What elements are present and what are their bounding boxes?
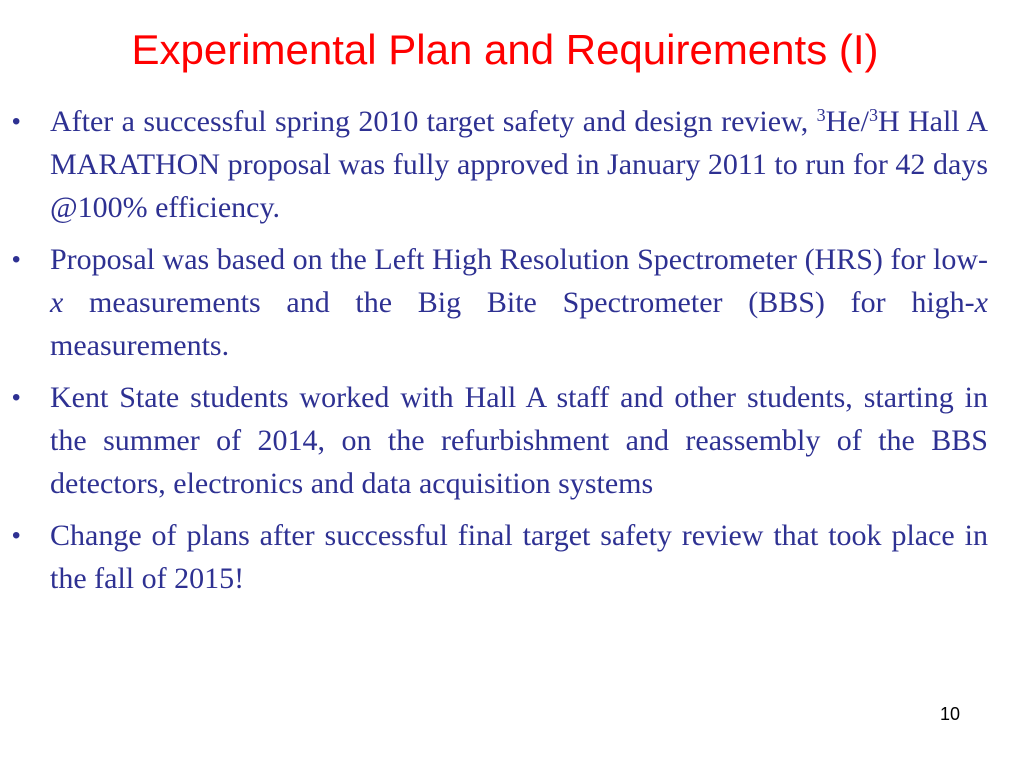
bullet-item (10, 376, 988, 505)
italic-variable: x (50, 286, 64, 319)
italic-variable: x (974, 286, 988, 319)
bullet-text-segment: measurements. (50, 329, 230, 362)
bullet-text (50, 381, 988, 500)
bullet-text-segment: Kent State students worked with Hall A staff and other students, starting in the summer of 2014, on the refurbishment and reassembly of the BBS detectors, electronics and data acquisition systems (50, 381, 988, 500)
bullet-text-segment: measurements and the Big Bite Spectrometer (BBS) for high- (63, 286, 975, 319)
bullet-text-segment: Proposal was based on the Left High Resolution Spectrometer (HRS) for low- (50, 243, 988, 276)
bullet-icon: • (12, 246, 21, 273)
bullet-icon: • (12, 384, 21, 411)
bullet-text-segment: He/ (825, 105, 869, 138)
bullet-icon: • (12, 108, 21, 135)
bullet-text (50, 105, 988, 224)
bullet-text-segment: After a successful spring 2010 target safety and design review, (50, 105, 817, 138)
bullet-text-segment: Change of plans after successful final target safety review that took place in the fall of 2015! (50, 519, 988, 595)
bullet-list (10, 100, 988, 609)
bullet-text (50, 243, 988, 362)
superscript-mass-number: 3 (816, 105, 826, 125)
superscript-mass-number: 3 (868, 105, 878, 125)
bullet-text-segment: H Hall A MARATHON proposal was fully approved in January 2011 to run for 42 days @100% efficiency. (50, 105, 988, 224)
bullet-item (10, 238, 988, 367)
slide-title: Experimental Plan and Requirements (I) (131, 26, 879, 73)
page-number: 10 (939, 704, 961, 724)
bullet-item (10, 100, 988, 229)
bullet-text (50, 519, 988, 595)
bullet-item (10, 514, 988, 600)
bullet-icon: • (12, 522, 21, 549)
